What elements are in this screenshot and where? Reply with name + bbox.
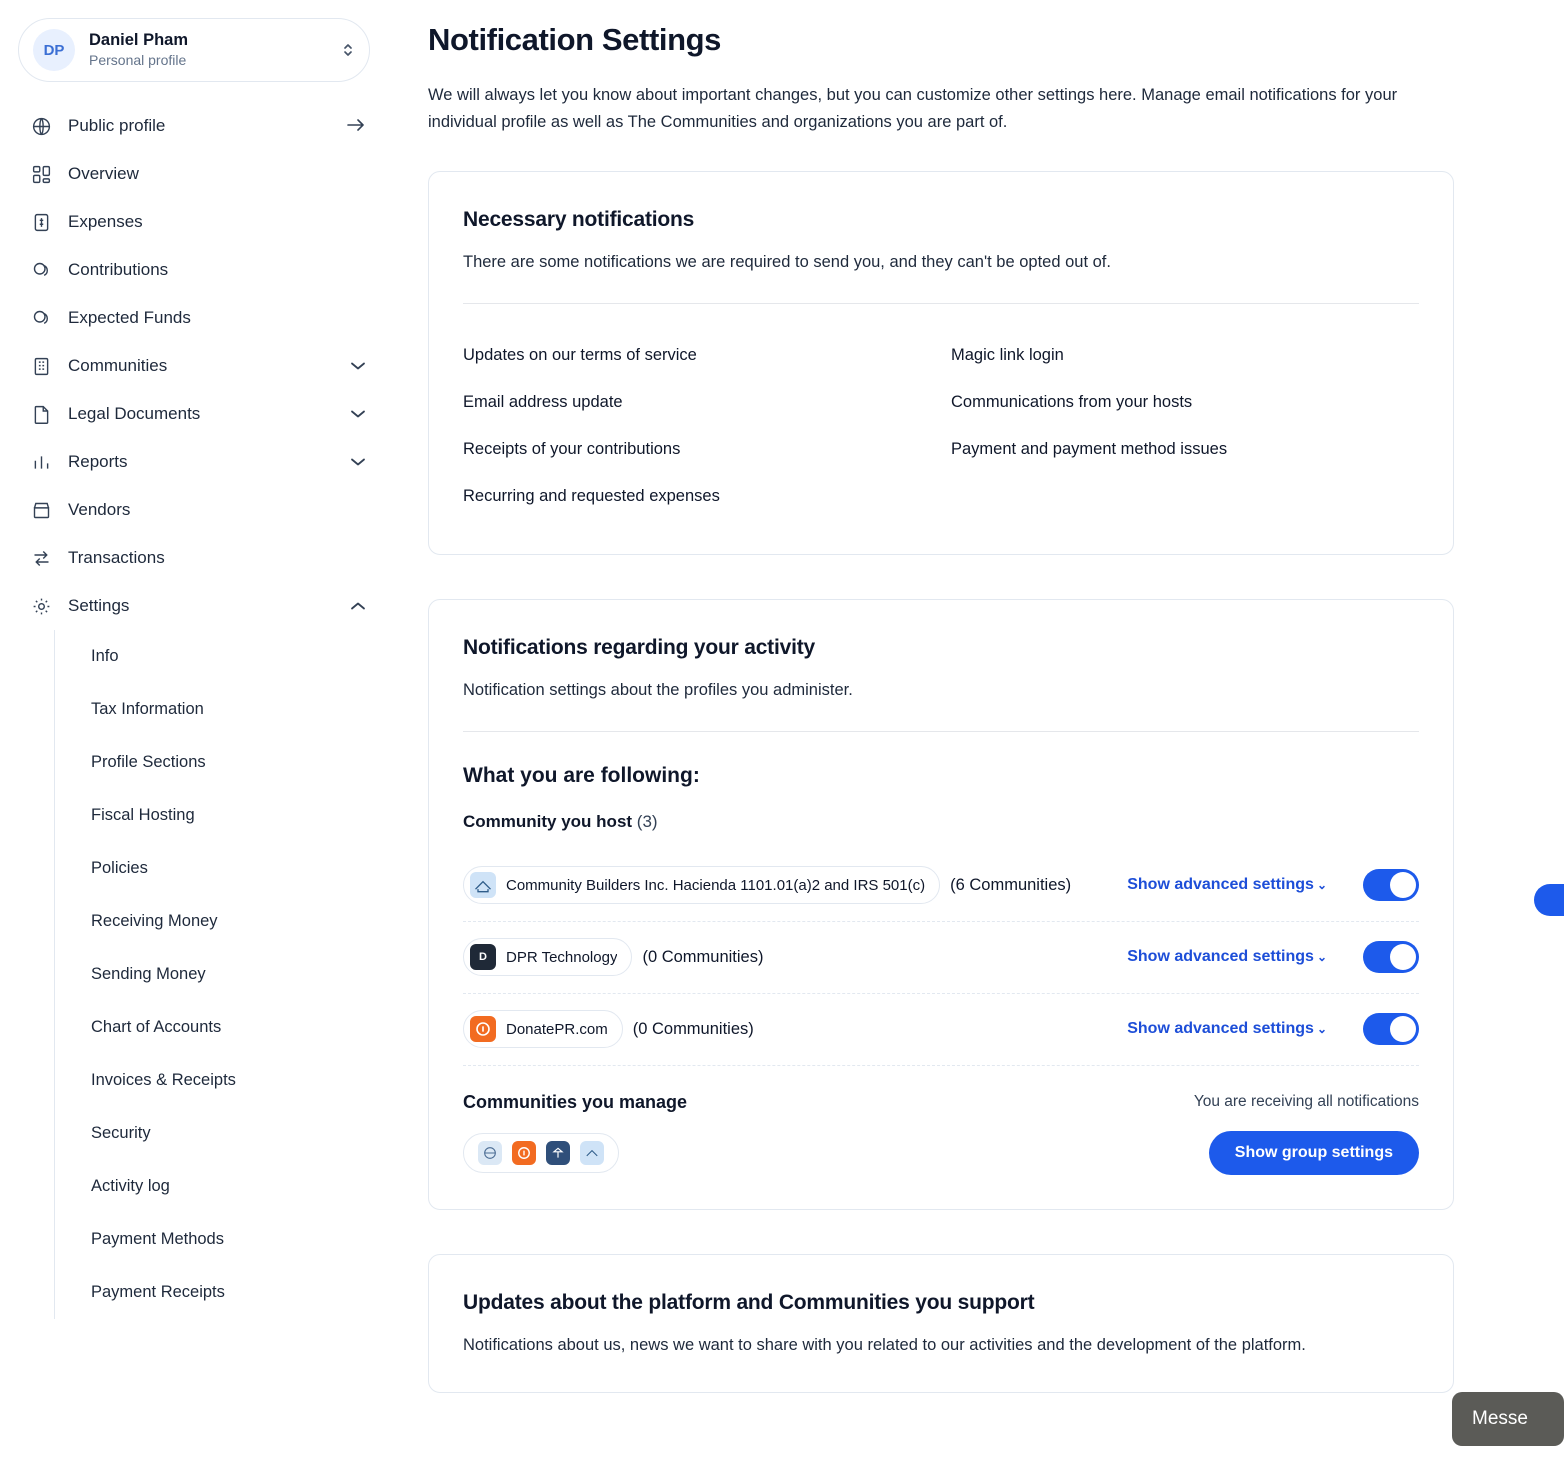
settings-subnav (54, 630, 376, 1319)
chevron-down-icon[interactable] (350, 359, 366, 374)
host-community-count: (6 Communities) (950, 876, 1072, 895)
sidebar-item-receiving-money[interactable]: Receiving Money (91, 912, 218, 930)
necessary-item: Magic link login (951, 346, 1064, 365)
sidebar-item-label: Public profile (68, 116, 166, 135)
host-row (463, 922, 1419, 994)
coins-icon (30, 259, 52, 281)
divider (463, 731, 1419, 732)
profile-subtitle: Personal profile (89, 51, 187, 68)
globe-icon (30, 115, 52, 137)
advanced-label: Show advanced settings (1127, 1020, 1314, 1038)
transfer-icon (30, 547, 52, 569)
show-advanced-settings-link[interactable] (1127, 1020, 1327, 1038)
offscreen-toggle[interactable] (1534, 884, 1564, 916)
host-row (463, 850, 1419, 922)
profile-name: Daniel Pham (89, 31, 189, 50)
necessary-notifications-card (428, 171, 1454, 555)
sidebar-item-info[interactable]: Info (91, 647, 119, 665)
chevron-up-icon[interactable] (350, 599, 366, 614)
store-icon (30, 499, 52, 521)
show-group-settings-button[interactable]: Show group settings (1209, 1131, 1419, 1175)
host-notification-toggle[interactable] (1363, 869, 1419, 901)
host-chip[interactable] (463, 866, 940, 904)
sidebar-item-label: Transactions (68, 548, 165, 567)
sidebar-item-contributions[interactable] (18, 246, 376, 294)
toggle-knob (1390, 944, 1416, 970)
chevron-updown-icon[interactable] (341, 41, 355, 59)
sidebar-item-label: Communities (68, 356, 168, 375)
manage-title: Communities you manage (463, 1091, 688, 1112)
sidebar-item-profile-sections[interactable]: Profile Sections (91, 753, 206, 771)
host-label-text: Community you host (463, 811, 633, 831)
host-community-count: (0 Communities) (642, 948, 764, 967)
grid-icon (30, 163, 52, 185)
profile-text (89, 30, 327, 70)
chat-widget-button[interactable]: Messe (1452, 1392, 1564, 1446)
sidebar-item-label: Overview (68, 164, 139, 183)
chevron-down-icon[interactable] (350, 455, 366, 470)
necessary-heading: Necessary notifications (463, 208, 695, 232)
host-name: DonatePR.com (506, 1020, 608, 1038)
manage-row (463, 1066, 1419, 1113)
host-name: DPR Technology (506, 948, 618, 966)
sidebar-item-invoices-receipts[interactable]: Invoices & Receipts (91, 1071, 236, 1089)
necessary-subtitle: There are some notifications we are required to send you, and they can't be opted out of. (463, 253, 1111, 272)
toggle-knob (1390, 1016, 1416, 1042)
sidebar-item-settings[interactable] (18, 582, 376, 630)
sidebar-item-legal-documents[interactable] (18, 390, 376, 438)
sidebar-item-label: Settings (68, 596, 130, 615)
necessary-item: Email address update (463, 393, 623, 412)
host-chip[interactable] (463, 1010, 623, 1048)
sidebar-item-reports[interactable] (18, 438, 376, 486)
sidebar-item-chart-of-accounts[interactable]: Chart of Accounts (91, 1018, 222, 1036)
sidebar-item-security[interactable]: Security (91, 1124, 151, 1142)
sidebar-item-label: Contributions (68, 260, 169, 279)
sidebar-item-expected-funds[interactable] (18, 294, 376, 342)
necessary-item-empty (951, 473, 1419, 520)
necessary-item: Payment and payment method issues (951, 440, 1228, 459)
host-logo-icon: D (470, 944, 496, 970)
sidebar-item-public-profile[interactable] (18, 102, 376, 150)
community-logo-icon (546, 1141, 570, 1165)
necessary-item: Receipts of your contributions (463, 440, 681, 459)
divider (463, 303, 1419, 304)
main-content (400, 0, 1564, 1474)
show-advanced-settings-link[interactable] (1127, 876, 1327, 894)
necessary-item: Communications from your hosts (951, 393, 1193, 412)
activity-heading: Notifications regarding your activity (463, 636, 815, 660)
sidebar-item-activity-log[interactable]: Activity log (91, 1177, 170, 1195)
avatar: DP (33, 29, 75, 71)
arrow-right-icon (346, 117, 366, 136)
necessary-item: Recurring and requested expenses (463, 487, 720, 506)
chevron-down-icon[interactable] (350, 407, 366, 422)
host-notification-toggle[interactable] (1363, 1013, 1419, 1045)
sidebar-item-vendors[interactable] (18, 486, 376, 534)
sidebar-item-fiscal-hosting[interactable]: Fiscal Hosting (91, 806, 195, 824)
sidebar-item-payment-receipts[interactable]: Payment Receipts (91, 1283, 225, 1301)
avatar-group[interactable] (463, 1133, 619, 1173)
host-name: Community Builders Inc. Hacienda 1101.01(a)2 and IRS 501(c) (506, 876, 926, 894)
manage-note: You are receiving all notifications (1193, 1093, 1419, 1111)
sidebar-item-label: Expenses (68, 212, 143, 231)
toggle-knob (1390, 872, 1416, 898)
sidebar-item-tax-information[interactable]: Tax Information (91, 700, 204, 718)
platform-updates-card (428, 1254, 1454, 1393)
sidebar-item-sending-money[interactable]: Sending Money (91, 965, 206, 983)
profile-switcher[interactable] (18, 18, 370, 82)
sidebar-item-overview[interactable] (18, 150, 376, 198)
sidebar-item-communities[interactable] (18, 342, 376, 390)
sidebar-item-expenses[interactable] (18, 198, 376, 246)
advanced-label: Show advanced settings (1127, 948, 1314, 966)
sidebar-item-transactions[interactable] (18, 534, 376, 582)
sidebar-item-policies[interactable]: Policies (91, 859, 148, 877)
community-logo-icon (512, 1141, 536, 1165)
sidebar-item-label: Reports (68, 452, 128, 471)
sidebar (0, 0, 400, 1474)
activity-notifications-card (428, 599, 1454, 1210)
chevron-down-icon: ⌄ (1316, 950, 1327, 965)
bar-chart-icon (30, 451, 52, 473)
page-description: We will always let you know about important changes, but you can customize other settings here. Manage email notifications for your individual profile as well as The Communities and organizations you are part of. (428, 86, 1398, 131)
host-row (463, 994, 1419, 1066)
sidebar-item-label: Vendors (68, 500, 131, 519)
sidebar-item-label: Expected Funds (68, 308, 191, 327)
sidebar-item-payment-methods[interactable]: Payment Methods (91, 1230, 224, 1248)
updates-heading: Updates about the platform and Communities you support (463, 1290, 1035, 1314)
chevron-down-icon: ⌄ (1316, 1022, 1327, 1037)
sidebar-item-label: Legal Documents (68, 404, 201, 423)
document-icon (30, 403, 52, 425)
gear-icon (30, 595, 52, 617)
host-chip[interactable] (463, 938, 632, 976)
necessary-item: Updates on our terms of service (463, 346, 697, 365)
following-heading: What you are following: (463, 763, 700, 787)
host-logo-icon (470, 872, 496, 898)
manage-avatars-row (463, 1131, 1419, 1175)
receipt-icon (30, 211, 52, 233)
necessary-items-grid (463, 332, 1419, 520)
host-logo-icon (470, 1016, 496, 1042)
host-community-count: (0 Communities) (632, 1020, 754, 1039)
chevron-down-icon: ⌄ (1316, 878, 1327, 893)
activity-subtitle: Notification settings about the profiles you administer. (463, 681, 853, 700)
advanced-label: Show advanced settings (1127, 876, 1314, 894)
building-icon (30, 355, 52, 377)
coins-icon (30, 307, 52, 329)
host-notification-toggle[interactable] (1363, 941, 1419, 973)
updates-subtitle: Notifications about us, news we want to share with you related to our activities and the development of the platform. (463, 1335, 1306, 1354)
page-title: Notification Settings (428, 22, 721, 57)
host-count: (3) (636, 811, 658, 831)
host-label (463, 812, 1419, 832)
community-logo-icon (580, 1141, 604, 1165)
community-logo-icon (478, 1141, 502, 1165)
show-advanced-settings-link[interactable] (1127, 948, 1327, 966)
